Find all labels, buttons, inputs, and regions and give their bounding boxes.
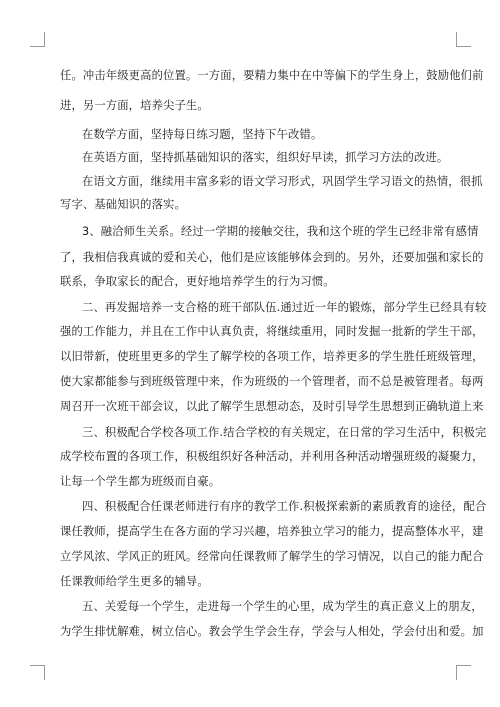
text-line: 周召开一次班干部会议，以此了解学生思想动态，及时引导学生思想到正确轨道上来 — [60, 400, 484, 413]
text-line: 课任教师，提高学生在各方面的学习兴趣，培养独立学习的能力，提高整体水平，建 — [60, 525, 484, 538]
text-line: 五、关爱每一个学生，走进每一个学生的心里，成为学生的真正意义上的朋友， — [82, 600, 483, 613]
text-line: 写字、基础知识的落实。 — [60, 198, 186, 211]
text-line: 三、积极配合学校各项工作.结合学校的有关规定，在日常的学习生活中，积极完 — [82, 426, 487, 439]
text-line: 进，另一方面，培养尖子生。 — [60, 99, 209, 112]
text-line: 立学风浓、学风正的班风。经常向任课教师了解学生的学习情况，以自己的能力配合 — [60, 550, 484, 563]
page-corner-mark-bottom-left — [30, 665, 45, 680]
text-line: 成学校布置的各项工作，积极组织好各种活动，并利用各种活动增强班级的凝聚力， — [60, 450, 484, 463]
text-line: 任。冲击年级更高的位置。一方面，要精力集中在中等偏下的学生身上，鼓励他们前 — [60, 69, 484, 82]
text-line: 二、再发掘培养一支合格的班干部队伍.通过近一年的锻炼，部分学生已经具有较 — [82, 301, 487, 314]
text-line: 以旧带新，使班里更多的学生了解学校的各项工作，培养更多的学生胜任班级管理， — [60, 350, 484, 363]
text-line: 联系，争取家长的配合，更好地培养学生的行为习惯。 — [60, 275, 335, 288]
page-corner-mark-bottom-right — [456, 665, 471, 680]
text-line: 在语文方面，继续用丰富多彩的语文学习形式，巩固学生学习语文的热情，很抓 — [82, 175, 483, 188]
text-line: 使大家都能参与到班级管理中来，作为班级的一个管理者，而不总是被管理者。每两 — [60, 375, 484, 388]
text-line: 强的工作能力，并且在工作中认真负责，将继续重用，同时发掘一批新的学生干部， — [60, 325, 484, 338]
text-line: 了，我相信我真诚的爱和关心，他们是应该能够体会到的。另外，还要加强和家长的 — [60, 251, 484, 264]
text-line: 在数学方面，坚持每日练习题，坚持下午改错。 — [82, 128, 323, 141]
text-line: 3、融洽师生关系。经过一学期的接触交往，我和这个班的学生已经非常有感情 — [82, 225, 479, 238]
text-line: 在英语方面，坚持抓基础知识的落实，组织好早读，抓学习方法的改进。 — [82, 151, 449, 164]
page-corner-mark-top-left — [30, 32, 45, 47]
text-line: 让每一个学生都为班级而自豪。 — [60, 475, 221, 488]
page-corner-mark-top-right — [456, 32, 471, 47]
text-line: 四、积极配合任课老师进行有序的教学工作.积极探索新的素质教育的途径，配合 — [82, 500, 487, 513]
text-line: 为学生排忧解难，树立信心。教会学生学会生存，学会与人相处，学会付出和爱。加 — [60, 625, 484, 638]
text-line: 任课教师给学生更多的辅导。 — [60, 575, 209, 588]
